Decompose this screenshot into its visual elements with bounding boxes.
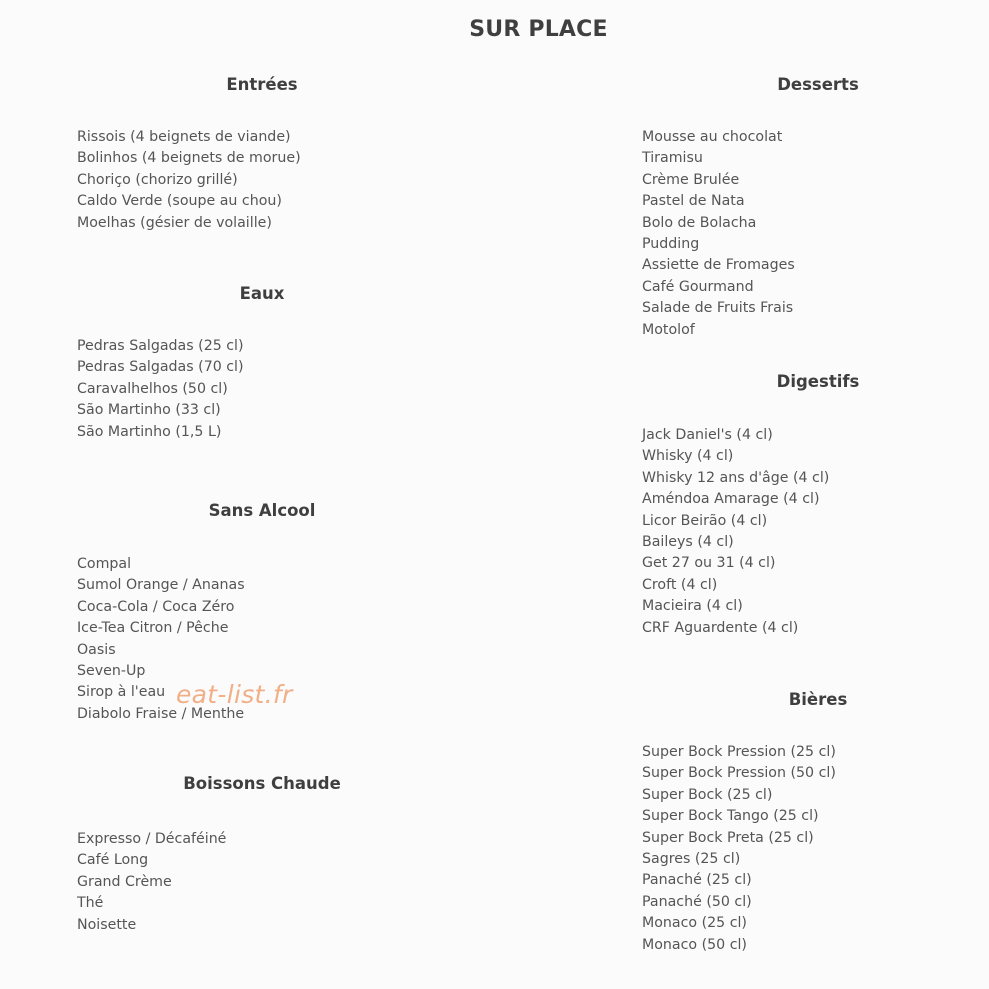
list-item: Macieira (4 cl) bbox=[642, 598, 743, 615]
list-desserts bbox=[642, 127, 795, 341]
list-item: Crème Brulée bbox=[642, 171, 740, 188]
list-item: Salade de Fruits Frais bbox=[642, 300, 794, 317]
list-item: Super Bock Preta (25 cl) bbox=[642, 829, 814, 846]
list-item: Bolo de Bolacha bbox=[642, 214, 757, 231]
list-item: Pedras Salgadas (70 cl) bbox=[77, 359, 244, 376]
section-title-digestifs: Digestifs bbox=[776, 372, 860, 391]
list-item: Oasis bbox=[77, 641, 116, 658]
list-item: Expresso / Décaféiné bbox=[77, 831, 227, 847]
section-title-eaux: Eaux bbox=[239, 284, 285, 303]
list-item: Motolof bbox=[642, 321, 695, 338]
list-item: Café Gourmand bbox=[642, 278, 754, 295]
section-title-sans-alcool: Sans Alcool bbox=[208, 501, 316, 520]
list-item: Super Bock Pression (50 cl) bbox=[642, 765, 836, 782]
list-item: Whisky (4 cl) bbox=[642, 448, 734, 465]
list-eaux bbox=[77, 336, 244, 443]
list-item: Super Bock Pression (25 cl) bbox=[642, 744, 836, 760]
list-item: Sirop à l'eau bbox=[77, 684, 166, 701]
list-item: Seven-Up bbox=[77, 663, 146, 680]
page-title: SUR PLACE bbox=[469, 17, 608, 42]
list-item: Caravalhelhos (50 cl) bbox=[77, 380, 228, 397]
list-item: Pudding bbox=[642, 236, 700, 253]
list-item: Mousse au chocolat bbox=[642, 129, 783, 145]
list-item: Pastel de Nata bbox=[642, 193, 745, 210]
section-title-entrees: Entrées bbox=[226, 75, 298, 94]
list-item: Coca-Cola / Coca Zéro bbox=[77, 598, 235, 615]
list-item: Noisette bbox=[77, 916, 137, 933]
list-item: São Martinho (1,5 L) bbox=[77, 423, 222, 440]
list-item: CRF Aguardente (4 cl) bbox=[642, 619, 799, 636]
list-item: Bolinhos (4 beignets de morue) bbox=[77, 150, 301, 167]
list-item: Moelhas (gésier de volaille) bbox=[77, 214, 272, 231]
list-item: Licor Beirão (4 cl) bbox=[642, 512, 768, 529]
list-item: Grand Crème bbox=[77, 873, 172, 890]
list-item: Panaché (50 cl) bbox=[642, 893, 752, 910]
list-item: Monaco (50 cl) bbox=[642, 936, 747, 953]
list-item: Thé bbox=[77, 895, 104, 912]
list-item: Choriço (chorizo grillé) bbox=[77, 171, 238, 188]
list-item: Whisky 12 ans d'âge (4 cl) bbox=[642, 469, 830, 486]
list-item: Super Bock Tango (25 cl) bbox=[642, 808, 819, 825]
list-item: Monaco (25 cl) bbox=[642, 915, 747, 932]
list-item: Panaché (25 cl) bbox=[642, 872, 752, 889]
list-item: Rissois (4 beignets de viande) bbox=[77, 129, 291, 145]
list-item: Pedras Salgadas (25 cl) bbox=[77, 338, 244, 354]
list-entrees bbox=[77, 127, 301, 234]
list-item: Compal bbox=[77, 556, 132, 572]
list-item: São Martinho (33 cl) bbox=[77, 402, 221, 419]
list-item: Sagres (25 cl) bbox=[642, 851, 741, 868]
section-title-bieres: Bières bbox=[788, 690, 848, 709]
list-item: Jack Daniel's (4 cl) bbox=[642, 427, 773, 443]
list-item: Café Long bbox=[77, 852, 149, 869]
list-item: Diabolo Fraise / Menthe bbox=[77, 705, 245, 722]
list-item: Croft (4 cl) bbox=[642, 576, 718, 593]
section-title-boissons-chaude: Boissons Chaude bbox=[183, 774, 341, 793]
list-item: Super Bock (25 cl) bbox=[642, 786, 773, 803]
list-item: Améndoa Amarage (4 cl) bbox=[642, 491, 820, 508]
section-title-desserts: Desserts bbox=[777, 75, 859, 94]
list-item: Ice-Tea Citron / Pêche bbox=[77, 620, 229, 637]
list-item: Get 27 ou 31 (4 cl) bbox=[642, 555, 776, 572]
list-digestifs bbox=[642, 425, 829, 639]
list-item: Baileys (4 cl) bbox=[642, 534, 734, 551]
list-item: Assiette de Fromages bbox=[642, 257, 795, 274]
list-bieres bbox=[642, 742, 836, 956]
list-item: Caldo Verde (soupe au chou) bbox=[77, 193, 282, 210]
list-item: Sumol Orange / Ananas bbox=[77, 577, 245, 594]
list-item: Tiramisu bbox=[642, 150, 703, 167]
list-boissons-chaude bbox=[77, 829, 226, 936]
watermark-logo: eat-list.fr bbox=[176, 680, 293, 709]
